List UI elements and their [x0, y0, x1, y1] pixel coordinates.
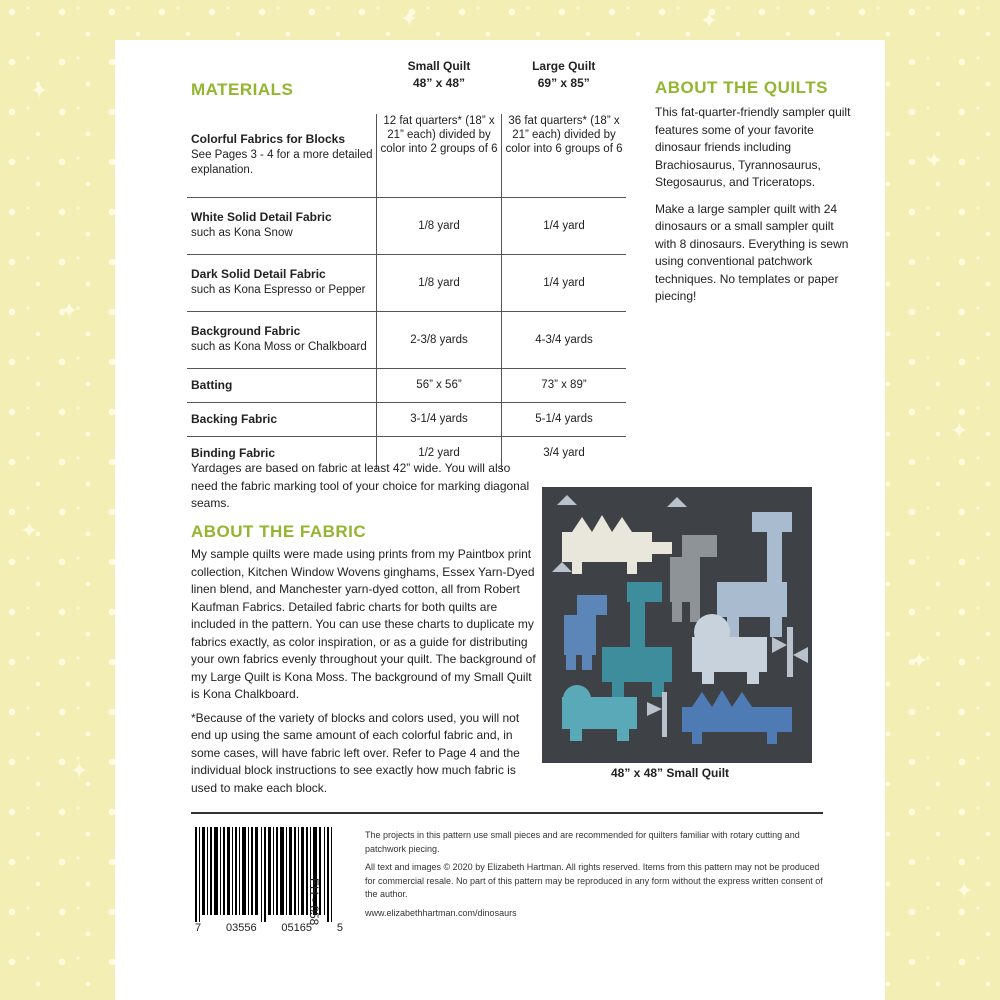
about-fabric-section: [191, 460, 536, 803]
about-quilts-heading: ABOUT THE QUILTS: [655, 78, 828, 97]
website-link[interactable]: www.elizabethhartman.com/dinosaurs: [365, 907, 517, 918]
star-decoration-icon: ✦: [700, 8, 719, 33]
materials-heading: MATERIALS: [191, 80, 294, 99]
photo-caption: 48” x 48” Small Quilt: [611, 766, 730, 780]
star-decoration-icon: ✦: [925, 148, 944, 173]
column-header-large: Large Quilt 69” x 85”: [532, 59, 596, 90]
star-decoration-icon: ✦: [20, 518, 39, 543]
table-row: White Solid Detail Fabric such as Kona Snow 1/8 yard 1/4 yard: [187, 197, 626, 254]
table-row: Background Fabric such as Kona Moss or Chalkboard 2-3/8 yards 4-3/4 yards: [187, 311, 626, 368]
about-fabric-heading: ABOUT THE FABRIC: [191, 521, 367, 541]
table-row: Binding Fabric 1/2 yard 3/4 yard: [187, 436, 626, 470]
table-row: Backing Fabric 3-1/4 yards 5-1/4 yards: [187, 402, 626, 436]
table-header-row: [187, 58, 626, 114]
column-header-small: Small Quilt 48” x 48”: [407, 59, 471, 90]
about-fabric-paragraph: *Because of the variety of blocks and colors used, you will not end up using the same amount of each colorful fabric and, in some cases, will have fabric left over. Refer to Page 4 and the individual block instructions to see exactly how much fabric is used to make each block.: [191, 710, 520, 795]
about-quilts-paragraph: Make a large sampler quilt with 24 dinosaurs or a small sampler quilt with 8 dinosaurs. Everything is sewn using conventional patchwork techniques. No templates or paper piecing!: [655, 201, 849, 303]
star-decoration-icon: ✦: [955, 878, 974, 903]
sku-label: EH - 058: [307, 878, 321, 926]
table-row: Colorful Fabrics for Blocks See Pages 3 - 4 for a more detailed explanation. 12 fat quarters* (18” x 21” each) divided by color into 2 groups of 6 36 fat quarters* (18” x 21” each) divided by color into 6 groups of 6: [187, 114, 626, 197]
divider: [191, 812, 823, 814]
star-decoration-icon: ✦: [70, 758, 89, 783]
table-row: Dark Solid Detail Fabric such as Kona Espresso or Pepper 1/8 yard 1/4 yard: [187, 254, 626, 311]
barcode-digits: 7 03556 05165 5: [195, 922, 343, 934]
footer-note: The projects in this pattern use small pieces and are recommended for quilters familiar with rotary cutting and patchwork piecing.: [365, 830, 800, 854]
pattern-back-cover: [115, 40, 885, 1000]
copyright-notice: All text and images © 2020 by Elizabeth Hartman. All rights reserved. Items from this pattern may not be produced for commercial resale. No part of this pattern may be reproduced in any form without the express written consent of the author.: [365, 862, 823, 899]
about-quilts-paragraph: This fat-quarter-friendly sampler quilt features some of your favorite dinosaur friends including Brachiosaurus, Tyrannosaurus, Stegosaurus, and Triceratops.: [655, 105, 851, 189]
about-fabric-paragraph: My sample quilts were made using prints from my Paintbox print collection, Kitchen Window Wovens ginghams, Essex Yarn-Dyed linen blend, and Manchester yarn-dyed cotton, all from Robert Kaufman Fabrics. Detailed fabric charts for both quilts are included in the pattern. You can use these charts to duplicate my fabrics exactly, as color inspiration, or as a guide for distributing your own fabrics evenly throughout your quilt. The background of my Large Quilt is Kona Moss. The background of my Small Quilt is Kona Chalkboard.: [191, 547, 536, 701]
quilt-photo: [542, 487, 812, 763]
star-decoration-icon: ✦: [30, 78, 49, 103]
about-quilts-section: [655, 78, 855, 315]
yardage-note: Yardages are based on fabric at least 42” wide. You will also need the fabric marking tool of your choice for marking diagonal seams.: [191, 461, 530, 510]
materials-table: [187, 58, 626, 470]
star-decoration-icon: ✦: [950, 418, 969, 443]
star-decoration-icon: ✦: [910, 648, 929, 673]
footer-text: [365, 829, 825, 925]
star-decoration-icon: ✦: [60, 298, 79, 323]
star-decoration-icon: ✦: [400, 6, 419, 31]
table-row: Batting 56” x 56” 73” x 89”: [187, 368, 626, 402]
